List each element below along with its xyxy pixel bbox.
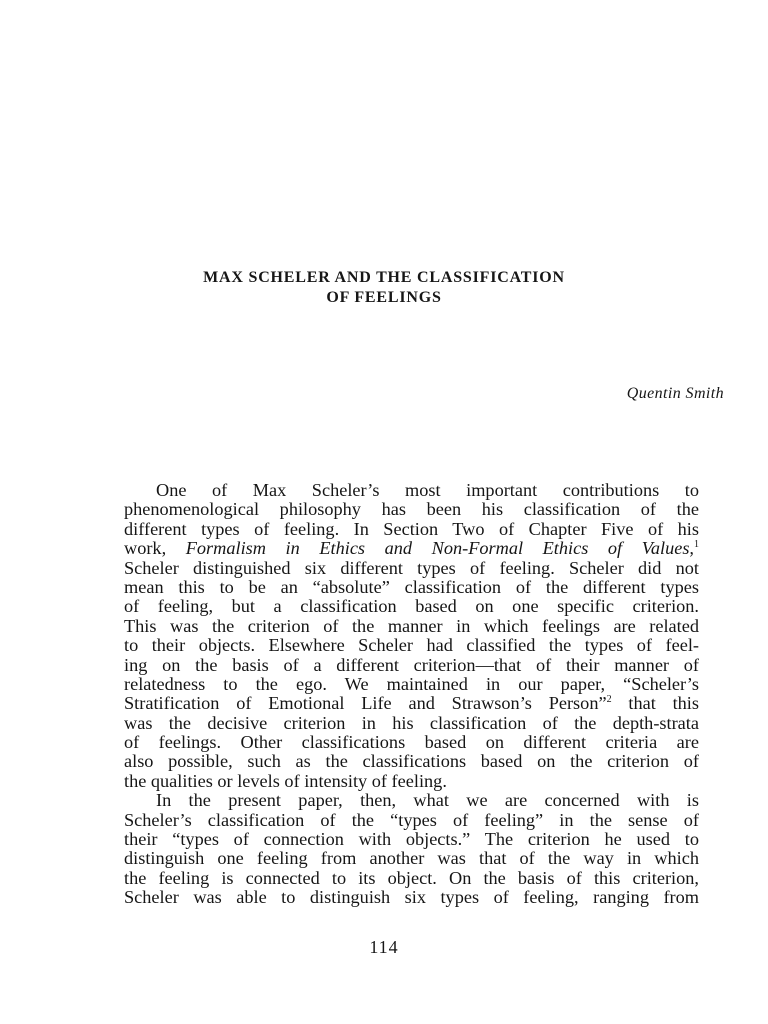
text-line	[124, 539, 699, 558]
footnote-marker: 1	[694, 539, 700, 551]
text-line: One of Max Scheler’s most important contributions to	[156, 480, 699, 500]
text-run: that this	[611, 693, 699, 714]
text-line: phenomenological philosophy has been his classification of the	[124, 499, 699, 520]
article-title	[0, 268, 768, 308]
title-line: MAX SCHELER AND THE CLASSIFICATION	[203, 269, 565, 286]
page-number: 114	[369, 937, 399, 957]
text-line: mean this to be an “absolute” classification of the different types	[124, 576, 699, 597]
text-line: of feeling, but a classification based on one specific criterion.	[124, 596, 699, 617]
text-line: the feeling is connected to its object. On the basis of this criterion,	[124, 867, 699, 888]
text-run: work,	[124, 538, 186, 559]
article-body	[124, 481, 699, 908]
text-line: Scheler was able to distinguish six types of feeling, ranging from	[124, 887, 699, 908]
text-line: In the present paper, then, what we are concerned with is	[156, 790, 699, 811]
text-line: to their objects. Elsewhere Scheler had classified the types of feel-	[124, 635, 699, 656]
title-line: OF FEELINGS	[326, 289, 442, 306]
text-line: Scheler’s classification of the “types of feeling” in the sense of	[124, 809, 699, 830]
text-run: Stratification of Emotional Life and Strawson’s Person”	[124, 693, 607, 714]
text-line: the qualities or levels of intensity of feeling.	[124, 770, 447, 791]
author-name: Quentin Smith	[626, 385, 724, 402]
text-line: Scheler distinguished six different types of feeling. Scheler did not	[124, 557, 699, 578]
text-line: was the decisive criterion in his classification of the depth-strata	[124, 712, 699, 733]
book-title: Formalism in Ethics and Non-Formal Ethics of Values,	[185, 538, 695, 559]
text-line: different types of feeling. In Section Two of Chapter Five of his	[124, 518, 699, 539]
text-line: relatedness to the ego. We maintained in our paper, “Scheler’s	[124, 673, 699, 694]
text-line	[124, 694, 699, 713]
text-line: distinguish one feeling from another was that of the way in which	[124, 848, 699, 869]
text-line: also possible, such as the classifications based on the criterion of	[124, 751, 699, 772]
footnote-marker: 2	[606, 694, 612, 706]
text-line: This was the criterion of the manner in which feelings are related	[124, 615, 699, 636]
text-line: their “types of connection with objects.” The criterion he used to	[124, 829, 699, 850]
text-line: ing on the basis of a different criterion—that of their manner of	[124, 654, 699, 675]
text-line: of feelings. Other classifications based on different criteria are	[124, 732, 699, 753]
